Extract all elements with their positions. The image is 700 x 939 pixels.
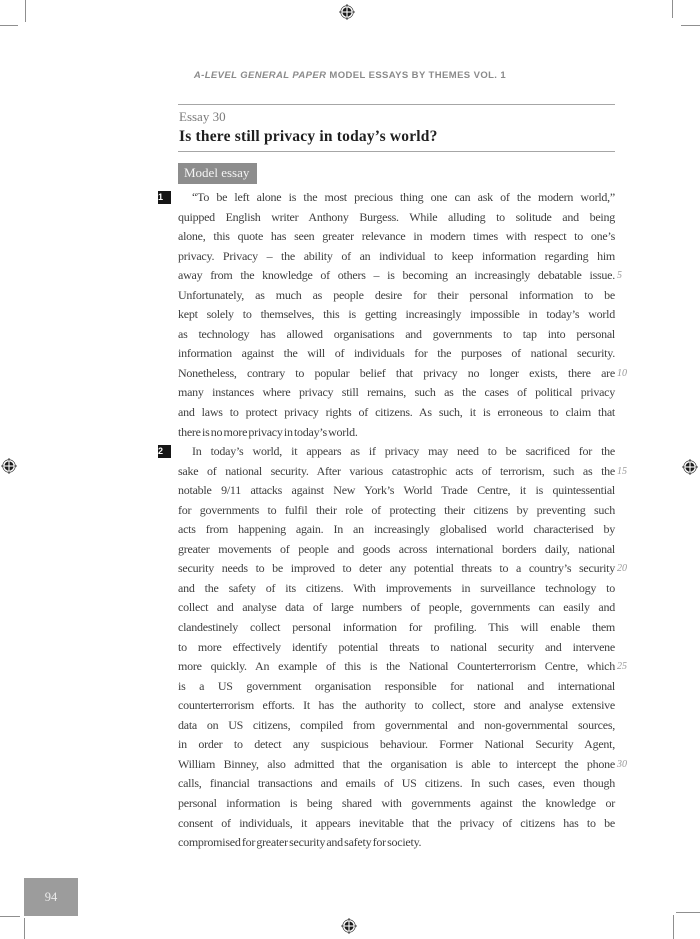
crop-mark (673, 915, 674, 939)
divider-rule (178, 151, 615, 152)
margin-line-number: 5 (617, 270, 622, 282)
essay-line: for governments to fulfil their role of protecting their citizens by preventing such (178, 502, 615, 517)
essay-line: calls, financial transactions and emails of US citizens. In such cases, even though (178, 776, 615, 791)
essay-line: “To be left alone is the most precious thing one can ask of the modern world,” 1 (158, 190, 615, 204)
essay-line: more quickly. An example of this is the National Counterterrorism Centre, which 25 (178, 657, 615, 677)
essay-line: as technology has allowed organisations and governments to tap into personal (178, 326, 615, 341)
running-header-volume: MODEL ESSAYS BY THEMES VOL. 1 (329, 70, 507, 81)
essay-line: is a US government organisation responsible for national and international (178, 678, 615, 693)
essay-line: alone, this quote has seen greater relevance in modern times with respect to one’s (178, 229, 615, 244)
essay-line: kept solely to themselves, this is getting increasingly impossible in today’s world (178, 307, 615, 322)
essay-line: quipped English writer Anthony Burgess. While alluding to solitude and being (178, 209, 615, 224)
essay-line: clandestinely collect personal information for profiling. This will enable them (178, 620, 615, 635)
margin-line-number: 15 (617, 465, 627, 477)
essay-line: greater movements of people and goods across international borders daily, national (178, 541, 615, 556)
essay-line: counterterrorism efforts. It has the authority to collect, store and analyse extensive (178, 698, 615, 713)
crop-mark (676, 912, 700, 913)
margin-line-number: 30 (617, 758, 627, 770)
margin-line-number: 10 (617, 367, 627, 379)
essay-line: acts from happening again. In an increasingly globalised world characterised by (178, 522, 615, 537)
essay-line: In today’s world, it appears as if privacy may need to be sacrificed for the 2 (158, 444, 615, 459)
essay-number-label: Essay 30 (179, 109, 226, 124)
essay-line: privacy. Privacy – the ability of an individual to keep information regarding him (178, 248, 615, 263)
paragraph-number-badge: 1 (158, 191, 171, 204)
essay-line: consent of individuals, it appears inevitable that the privacy of citizens has to be (178, 815, 615, 830)
crop-mark (0, 25, 18, 26)
registration-mark-icon (682, 459, 698, 475)
essay-line: notable 9/11 attacks against New York’s World Trade Centre, it is quintessential (178, 483, 615, 498)
essay-line: Unfortunately, as much as people desire for their personal information to be (178, 287, 615, 302)
registration-mark-icon (1, 458, 17, 474)
essay-line: to more effectively identify potential threats to national security and intervene (178, 639, 615, 654)
essay-title: Is there still privacy in today’s world? (179, 128, 438, 145)
essay-line: information against the will of individuals for the purposes of national security. (178, 346, 615, 361)
paragraph-number-badge: 2 (158, 445, 171, 458)
essay-line: compromised for greater security and safety for society. (178, 835, 422, 850)
divider-rule (178, 104, 615, 105)
essay-line: collect and analyse data of large numbers of people, governments can easily and (178, 600, 615, 615)
essay-line: in order to detect any suspicious behaviour. Former National Security Agent, (178, 737, 615, 752)
essay-line: and the safety of its citizens. With improvements in surveillance technology to (178, 580, 615, 595)
model-essay-section-label: Model essay (178, 163, 257, 184)
crop-mark (0, 916, 20, 917)
essay-line: there is no more privacy in today’s world. (178, 424, 358, 439)
essay-line: away from the knowledge of others – is becoming an increasingly debatable issue. 5 (178, 266, 615, 286)
margin-line-number: 20 (617, 563, 627, 575)
crop-mark (25, 0, 26, 22)
essay-line: personal information is being shared with governments against the knowledge or (178, 795, 615, 810)
essay-line: William Binney, also admitted that the organisation is able to intercept the phone 30 (178, 755, 615, 775)
essay-line: data on US citizens, compiled from governmental and non-governmental sources, (178, 717, 615, 732)
essay-line: Nonetheless, contrary to popular belief that privacy no longer exists, there are 10 (178, 364, 615, 384)
essay-line: and laws to protect privacy rights of citizens. As such, it is erroneous to claim that (178, 405, 615, 420)
essay-line: many instances where privacy still remains, such as the cases of political privacy (178, 385, 615, 400)
crop-mark (672, 0, 673, 18)
margin-line-number: 25 (617, 661, 627, 673)
registration-mark-icon (341, 918, 357, 934)
essay-line: security needs to be improved to deter any potential threats to a country’s security 20 (178, 559, 615, 579)
crop-mark (681, 25, 700, 26)
essay-body (158, 188, 627, 853)
running-header-series: A-LEVEL GENERAL PAPER (193, 70, 327, 81)
essay-line: sake of national security. After various catastrophic acts of terrorism, such as the 15 (178, 462, 615, 482)
page-number-badge (24, 878, 78, 916)
crop-mark (24, 918, 25, 939)
registration-mark-icon (339, 4, 355, 20)
running-header (0, 70, 700, 81)
page-number: 94 (44, 889, 58, 904)
